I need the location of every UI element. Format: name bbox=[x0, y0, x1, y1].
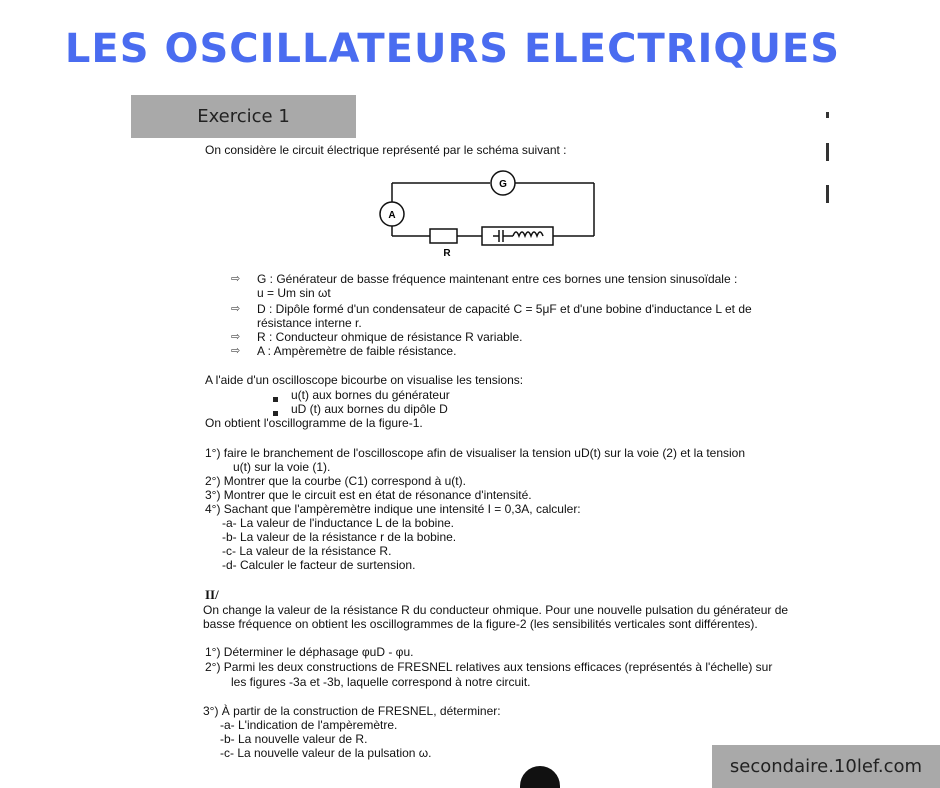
question-line: On change la valeur de la résistance R du conducteur ohmique. Pour une nouvelle pulsation du générateur de bbox=[203, 603, 789, 617]
legend-line: résistance interne r. bbox=[257, 316, 362, 330]
question-line: -a- L'indication de l'ampèremètre. bbox=[220, 718, 398, 732]
question-line: -d- Calculer le facteur de surtension. bbox=[222, 558, 416, 572]
part2-heading: II/ bbox=[205, 587, 219, 602]
square-bullet-icon bbox=[273, 391, 278, 405]
generator-label: G bbox=[499, 179, 507, 190]
legend-line: A : Ampèremètre de faible résistance. bbox=[257, 344, 457, 358]
question-line: 2°) Parmi les deux constructions de FRESNEL relatives aux tensions efficaces (représentés à l'échelle) sur bbox=[205, 660, 773, 674]
scan-blob bbox=[520, 766, 560, 788]
oscillo-line: u(t) aux bornes du générateur bbox=[291, 388, 450, 402]
question-line: -a- La valeur de l'inductance L de la bobine. bbox=[222, 516, 455, 530]
scan-edge-mark bbox=[826, 143, 829, 161]
arrow-icon: ⇨ bbox=[231, 331, 241, 343]
question-line: -b- La nouvelle valeur de R. bbox=[220, 732, 368, 746]
legend-line: u = Um sin ωt bbox=[257, 286, 331, 300]
question-line: -c- La nouvelle valeur de la pulsation ω. bbox=[220, 746, 432, 760]
arrow-icon: ⇨ bbox=[231, 345, 241, 357]
legend-line: G : Générateur de basse fréquence maintenant entre ces bornes une tension sinusoïdale : bbox=[257, 272, 738, 286]
question-line: 1°) Déterminer le déphasage φuD - φu. bbox=[205, 645, 414, 659]
ammeter-label: A bbox=[388, 210, 396, 221]
question-line: 4°) Sachant que l'ampèremètre indique une intensité I = 0,3A, calculer: bbox=[205, 502, 581, 516]
inductor-coil bbox=[513, 232, 543, 236]
legend-line: R : Conducteur ohmique de résistance R variable. bbox=[257, 330, 523, 344]
scan-edge-mark bbox=[826, 112, 829, 118]
question-line: 1°) faire le branchement de l'oscilloscope afin de visualiser la tension uD(t) sur la voie (2) et la tension bbox=[205, 446, 746, 460]
question-line: basse fréquence on obtient les oscillogrammes de la figure-2 (les sensibilités verticales sont différentes). bbox=[203, 617, 758, 631]
page-title: LES OSCILLATEURS ELECTRIQUES bbox=[64, 26, 841, 72]
oscillo-line: A l'aide d'un oscilloscope bicourbe on visualise les tensions: bbox=[205, 373, 524, 387]
arrow-icon: ⇨ bbox=[231, 273, 241, 285]
question-line: 2°) Montrer que la courbe (C1) correspond à u(t). bbox=[205, 474, 466, 488]
question-line: -c- La valeur de la résistance R. bbox=[222, 544, 392, 558]
question-line: les figures -3a et -3b, laquelle correspond à notre circuit. bbox=[231, 675, 531, 689]
resistor-symbol bbox=[430, 229, 457, 243]
question-line: 3°) Montrer que le circuit est en état de résonance d'intensité. bbox=[205, 488, 532, 502]
arrow-icon: ⇨ bbox=[231, 303, 241, 315]
circuit-diagram bbox=[375, 170, 605, 260]
scan-edge-mark bbox=[826, 185, 829, 203]
intro-text: On considère le circuit électrique représenté par le schéma suivant : bbox=[205, 143, 567, 157]
resistor-label: R bbox=[443, 248, 451, 259]
oscillo-line: On obtient l'oscillogramme de la figure-1. bbox=[205, 416, 423, 430]
question-line: u(t) sur la voie (1). bbox=[233, 460, 331, 474]
exercise-tab: Exercice 1 bbox=[131, 95, 356, 138]
site-watermark: secondaire.10lef.com bbox=[712, 745, 940, 788]
oscillo-line: uD (t) aux bornes du dipôle D bbox=[291, 402, 448, 416]
legend-line: D : Dipôle formé d'un condensateur de capacité C = 5μF et d'une bobine d'inductance L et de bbox=[257, 302, 752, 316]
question-line: 3°) À partir de la construction de FRESNEL, déterminer: bbox=[203, 704, 501, 718]
question-line: -b- La valeur de la résistance r de la bobine. bbox=[222, 530, 457, 544]
